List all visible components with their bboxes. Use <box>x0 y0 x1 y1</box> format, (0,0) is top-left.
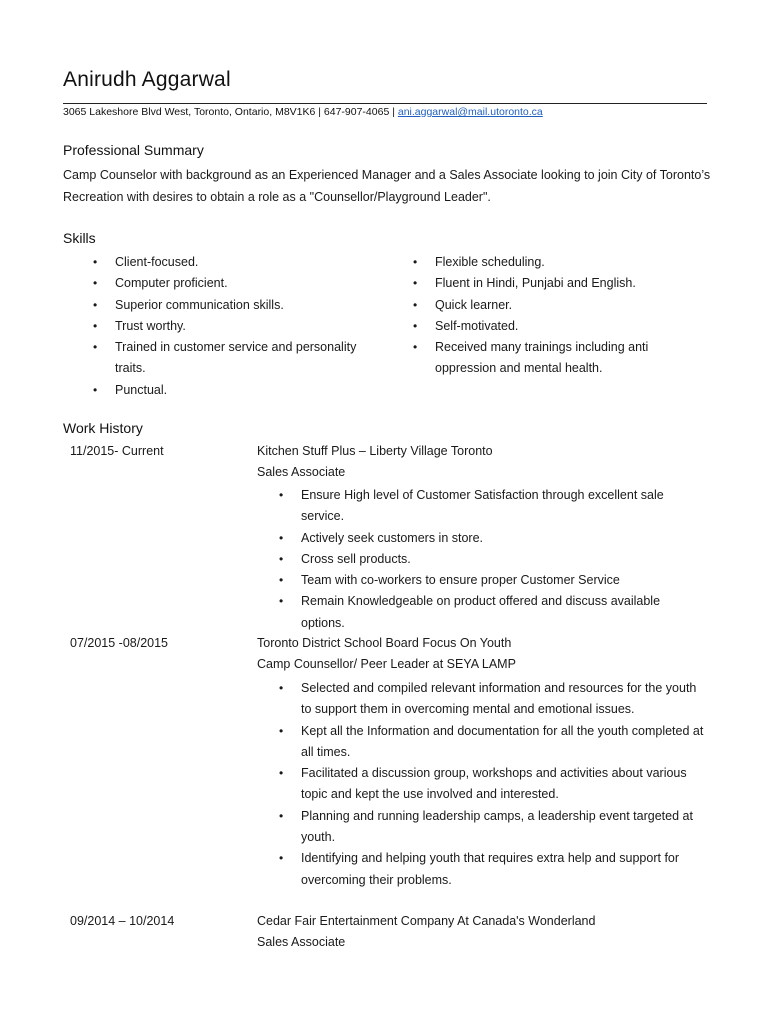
candidate-name: Anirudh Aggarwal <box>63 68 231 91</box>
job-date: 11/2015- Current <box>70 444 164 458</box>
skill-item: • Flexible scheduling. <box>410 252 700 273</box>
skills-heading: Skills <box>63 230 96 246</box>
job-title: Camp Counsellor/ Peer Leader at SEYA LAMP <box>257 657 516 671</box>
skill-item: • Trained in customer service and personality traits. <box>90 337 380 380</box>
duty-item: • Remain Knowledgeable on product offered and discuss available options. <box>276 591 706 634</box>
skills-list-left <box>90 252 380 401</box>
contact-line <box>63 106 543 118</box>
job-duties <box>276 485 706 634</box>
skill-item: • Trust worthy. <box>90 316 380 337</box>
skills-list-right <box>410 252 700 380</box>
skill-item: • Client-focused. <box>90 252 380 273</box>
duty-item: • Identifying and helping youth that requires extra help and support for overcoming their problems. <box>276 848 706 891</box>
job-duties <box>276 678 706 891</box>
skill-item: • Punctual. <box>90 380 380 401</box>
skill-item: • Self-motivated. <box>410 316 700 337</box>
duty-item: • Actively seek customers in store. <box>276 528 706 549</box>
job-title: Sales Associate <box>257 465 346 479</box>
skill-item: • Quick learner. <box>410 295 700 316</box>
job-title: Sales Associate <box>257 935 346 949</box>
duty-item: • Facilitated a discussion group, workshops and activities about various topic and kept the use involved and interested. <box>276 763 706 806</box>
email-link[interactable]: ani.aggarwal@mail.utoronto.ca <box>397 106 543 118</box>
summary-heading: Professional Summary <box>63 142 204 158</box>
duty-item: • Team with co-workers to ensure proper Customer Service <box>276 570 706 591</box>
summary-text: Camp Counselor with background as an Experienced Manager and a Sales Associate looking to join City of Toronto’s Recreation with desires to obtain a role as a "Counsellor/Playground Leader". <box>63 168 711 204</box>
contact-details: 3065 Lakeshore Blvd West, Toronto, Ontario, M8V1K6 | 647-907-4065 | <box>63 106 398 118</box>
job-company: Cedar Fair Entertainment Company At Canada's Wonderland <box>257 914 596 928</box>
skill-item: • Computer proficient. <box>90 273 380 294</box>
header-divider <box>63 103 707 104</box>
skill-item: • Received many trainings including anti oppression and mental health. <box>410 337 700 380</box>
duty-item: • Planning and running leadership camps, a leadership event targeted at youth. <box>276 806 706 849</box>
job-company: Kitchen Stuff Plus – Liberty Village Toronto <box>257 444 493 458</box>
duty-item: • Kept all the Information and documentation for all the youth completed at all times. <box>276 721 706 764</box>
job-company: Toronto District School Board Focus On Youth <box>257 636 512 650</box>
duty-item: • Selected and compiled relevant information and resources for the youth to support them in overcoming mental and emotional issues. <box>276 678 706 721</box>
duty-item: • Cross sell products. <box>276 549 706 570</box>
duty-item: • Ensure High level of Customer Satisfaction through excellent sale service. <box>276 485 706 528</box>
work-history-heading: Work History <box>63 420 143 436</box>
job-date: 09/2014 – 10/2014 <box>70 914 175 928</box>
skill-item: • Fluent in Hindi, Punjabi and English. <box>410 273 700 294</box>
skill-item: • Superior communication skills. <box>90 295 380 316</box>
job-date: 07/2015 -08/2015 <box>70 636 169 650</box>
